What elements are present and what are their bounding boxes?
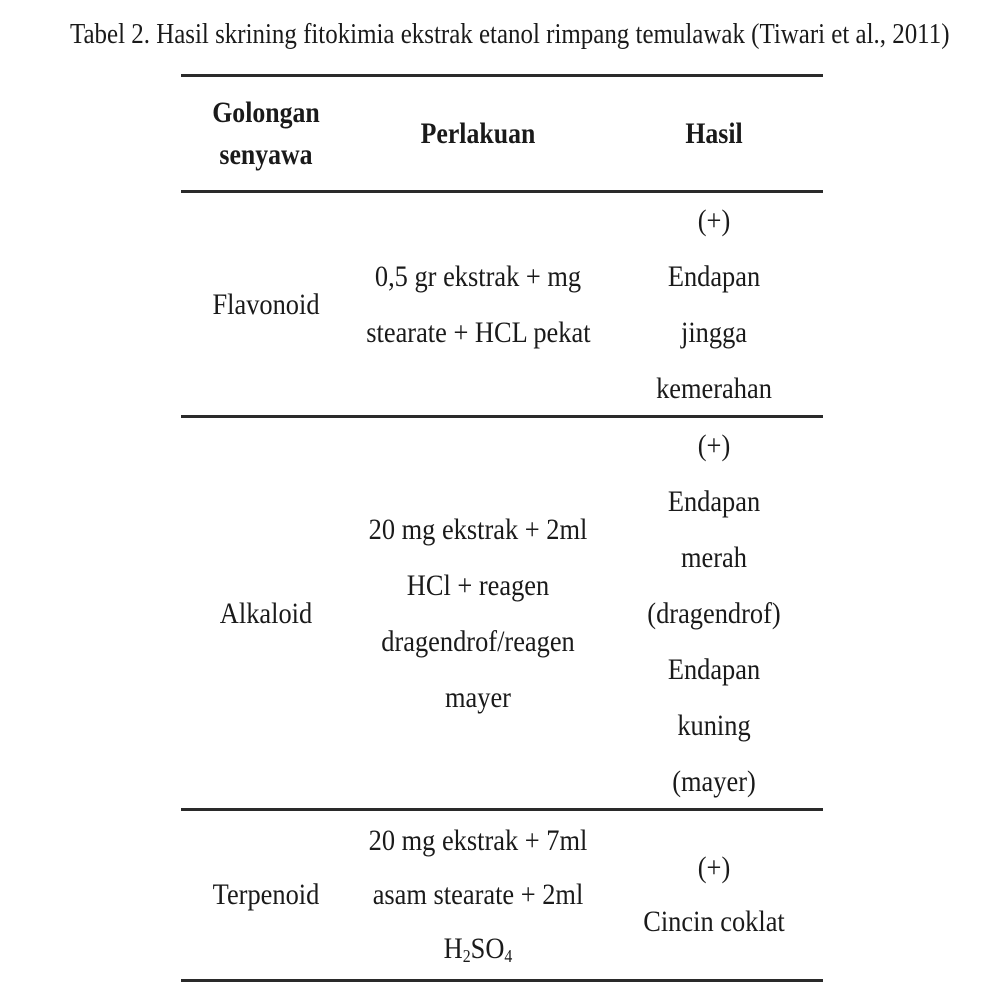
header-perlakuan: [351, 113, 605, 155]
formula-so: SO: [470, 932, 505, 965]
table-header-row: [181, 77, 823, 190]
hasil-cell: [605, 418, 823, 810]
perlakuan-line: dragendrof/reagen: [381, 625, 575, 658]
table-caption: Tabel 2. Hasil skrining fitokimia ekstrak etanol rimpang temulawak (Tiwari et al., 2011): [70, 18, 950, 50]
golongan-cell: [181, 586, 351, 642]
golongan-cell: [181, 868, 351, 922]
perlakuan-line: HCl + reagen: [406, 569, 550, 602]
hasil-line: kuning: [677, 709, 751, 742]
perlakuan-line: mayer: [445, 681, 511, 714]
header-hasil: [605, 113, 823, 155]
phytochemical-table: [181, 74, 823, 982]
hasil-line: Endapan: [667, 485, 761, 518]
formula-sub-2: 2: [462, 946, 471, 966]
golongan-cell: [181, 277, 351, 333]
perlakuan-formula-line: [366, 922, 590, 976]
table-row: [181, 418, 823, 808]
formula-h: H: [443, 932, 463, 965]
perlakuan-cell: [351, 814, 605, 976]
golongan-text: Alkaloid: [219, 597, 313, 630]
perlakuan-cell: [351, 249, 605, 361]
hasil-line: Cincin coklat: [643, 905, 785, 938]
perlakuan-line: 20 mg ekstrak + 2ml: [368, 513, 588, 546]
hasil-line: (+): [697, 204, 731, 237]
perlakuan-line: 0,5 gr ekstrak + mg: [374, 260, 582, 293]
hasil-line: Endapan: [667, 260, 761, 293]
hasil-line: Endapan: [667, 653, 761, 686]
hasil-cell: [605, 193, 823, 417]
hasil-cell: [605, 841, 823, 949]
hasil-line: kemerahan: [656, 372, 772, 405]
header-perlakuan-label: Perlakuan: [420, 116, 536, 150]
perlakuan-line: asam stearate + 2ml: [372, 878, 584, 911]
hasil-line: (+): [697, 851, 731, 884]
header-hasil-label: Hasil: [685, 116, 743, 150]
hasil-line: (dragendrof): [647, 597, 781, 630]
golongan-text: Terpenoid: [212, 878, 320, 911]
formula-sub-4: 4: [504, 946, 513, 966]
bottom-rule: [181, 979, 823, 982]
table-row: [181, 811, 823, 979]
header-golongan-line: Golongan: [212, 95, 320, 129]
table-row: [181, 193, 823, 415]
hasil-line: merah: [681, 541, 747, 574]
perlakuan-cell: [351, 502, 605, 726]
header-golongan-senyawa: [181, 92, 351, 176]
perlakuan-line: 20 mg ekstrak + 7ml: [368, 824, 588, 857]
hasil-line: (+): [697, 429, 731, 462]
hasil-line: jingga: [681, 316, 747, 349]
golongan-text: Flavonoid: [212, 288, 320, 321]
header-senyawa-line: senyawa: [219, 137, 313, 171]
hasil-line: (mayer): [672, 765, 756, 798]
perlakuan-line: stearate + HCL pekat: [366, 316, 591, 349]
